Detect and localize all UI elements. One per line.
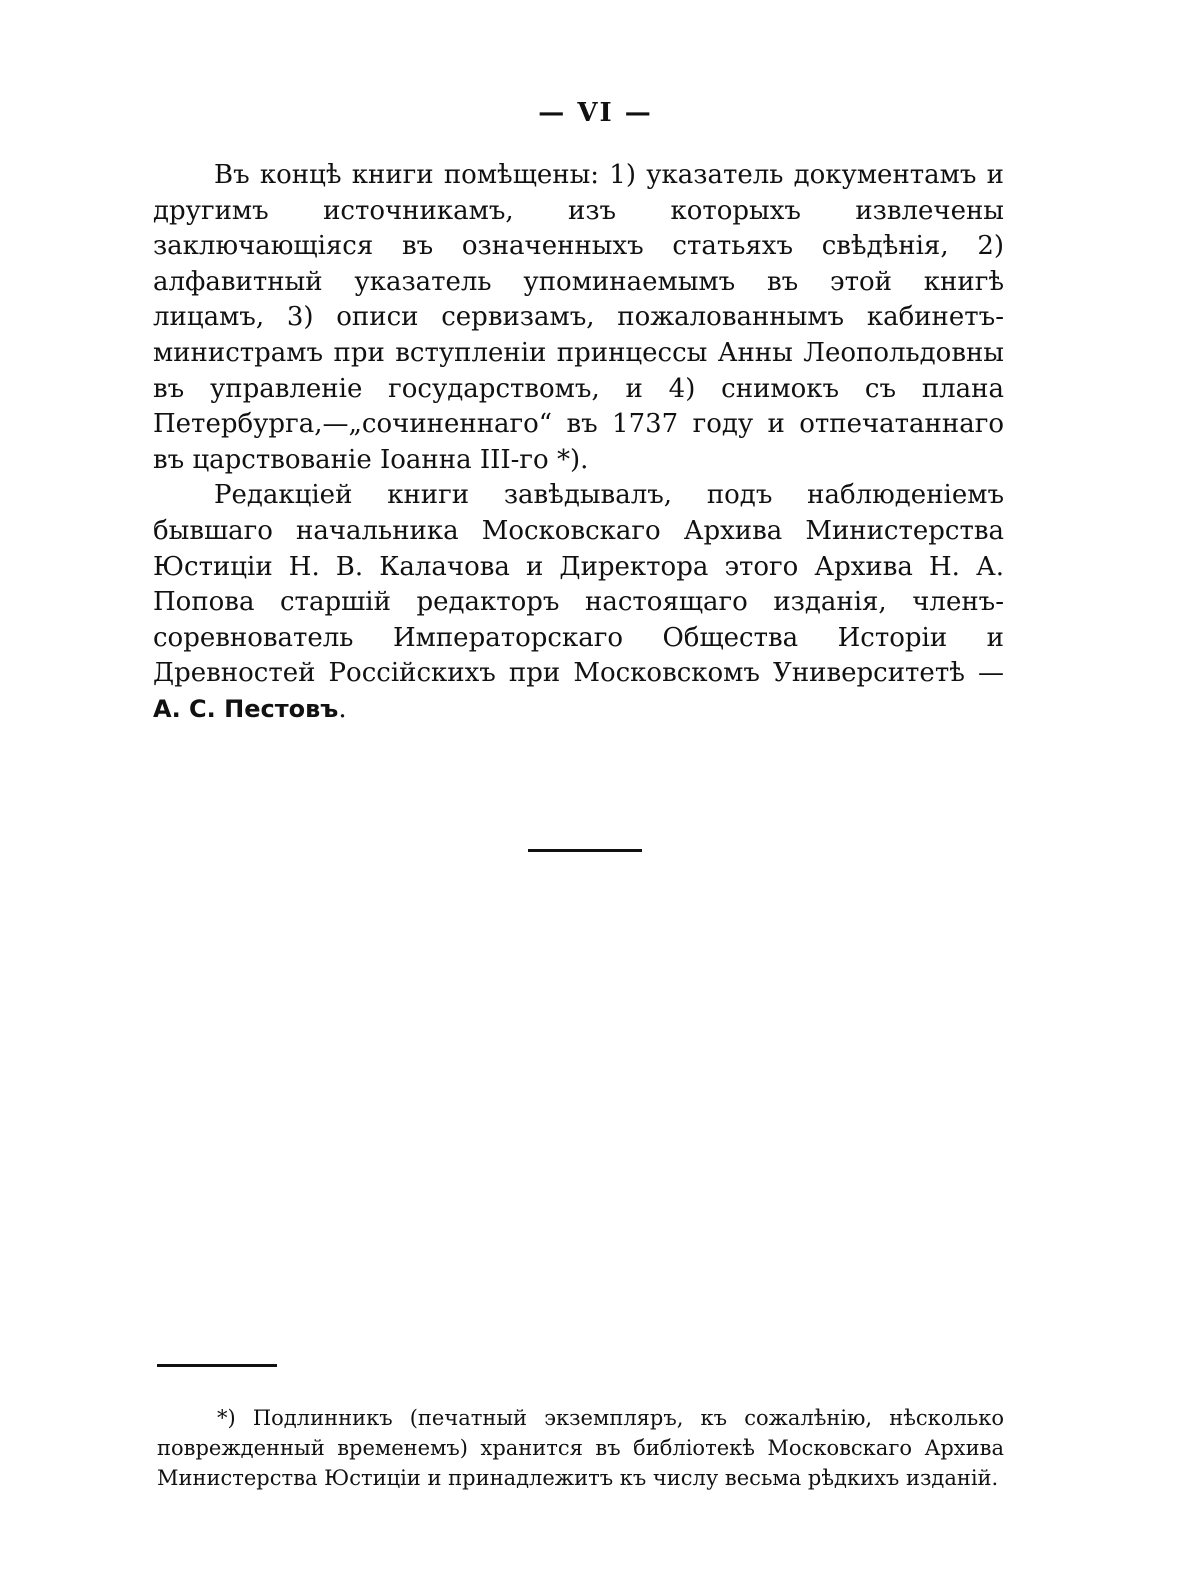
paragraph-editorship <box>153 478 1004 727</box>
footnote-divider <box>157 1364 277 1367</box>
footnote <box>157 1403 1004 1493</box>
body-text <box>153 158 1004 728</box>
paragraph-editorship-text: Редакціей книги завѣдывалъ, подъ наблюденіемъ бывшаго начальника Московскаго Архива Министерства Юстиціи Н. В. Калачова и Директора этого Архива Н. А. Попова старшій редакторъ настоящаго изданія, членъ-соревнователь Императорскаго Общества Исторіи и Древностей Россійскихъ при Московскомъ Университетѣ — <box>153 480 1004 689</box>
paragraph-editorship-end: . <box>338 693 347 724</box>
footnote-text: *) Подлинникъ (печатный экземпляръ, къ сожалѣнію, нѣсколько поврежденный временемъ) хранится въ библіотекѣ Московскаго Архива Министерства Юстиціи и принадлежитъ къ числу весьма рѣдкихъ изданій. <box>157 1406 1004 1490</box>
paragraph-contents-description: Въ концѣ книги помѣщены: 1) указатель документамъ и другимъ источникамъ, изъ которыхъ извлечены заключающіяся въ означенныхъ статьяхъ свѣдѣнія, 2) алфавитный указатель упоминаемымъ въ этой книгѣ лицамъ, 3) описи сервизамъ, пожалованнымъ кабинетъ-министрамъ при вступленіи принцессы Анны Леопольдовны въ управленіе государствомъ, и 4) снимокъ съ плана Петербурга,—„сочиненнаго“ въ 1737 году и отпечатаннаго въ царствованіе Іоанна III-го *). <box>153 160 1004 475</box>
page-number: — VI — <box>538 98 653 128</box>
editor-name: А. С. Пестовъ <box>153 694 339 723</box>
section-divider <box>528 849 642 852</box>
